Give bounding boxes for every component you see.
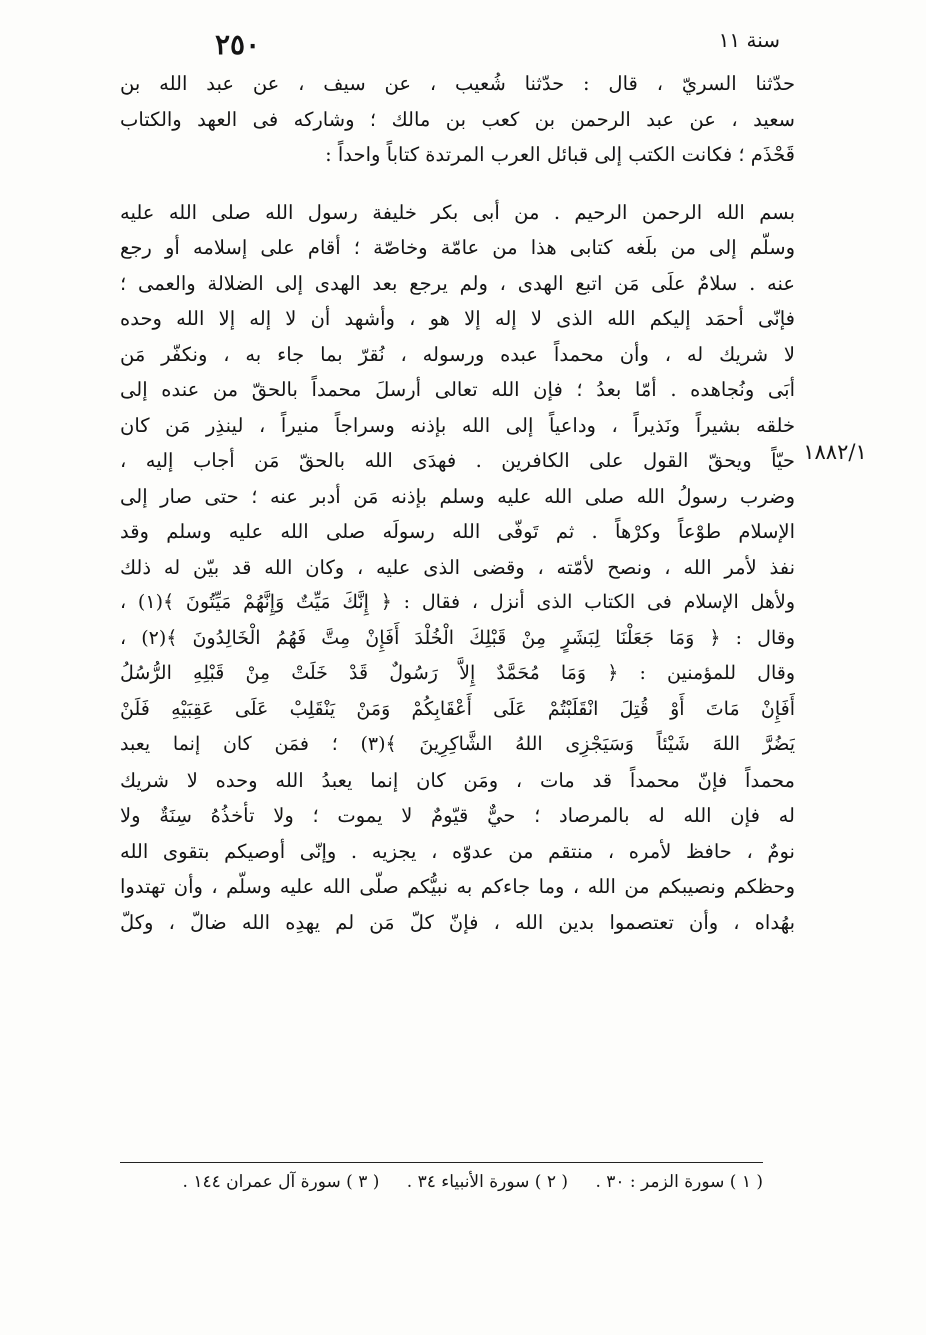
text-line: الإسلام طوْعاً وكرْهاً . ثم تَوفّى الله رسولَه صلى الله عليه وسلم وقد bbox=[120, 520, 795, 543]
margin-reference: ١٨٨٢/١ bbox=[803, 440, 867, 464]
footnote-3: ( ٣ ) سورة آل عمران ١٤٤ . bbox=[182, 1172, 380, 1192]
page-number: ٢٥٠ bbox=[215, 28, 261, 61]
text-line: قَحْذَم ؛ فكانت الكتب إلى قبائل العرب المرتدة كتاباً واحداً : bbox=[325, 143, 795, 166]
footnotes bbox=[120, 1168, 763, 1196]
text-line: نفذ لأمر الله ، ونصح لأمّته ، وقضى الذى عليه ، وكان الله قد بيّن له ذلك bbox=[120, 555, 795, 579]
paragraph-gap bbox=[120, 173, 795, 195]
text-line: بهُداه ، وأن تعتصموا بدين الله ، فإنّ كلّ مَن لم يهدِه الله ضالّ ، وكلّ bbox=[120, 910, 795, 934]
quran-line: ولأهل الإسلام فى الكتاب الذى أنزل ، فقال : ﴿ إِنَّكَ مَيِّتٌ وَإِنَّهُمْ مَيِّتُونَ ﴾(١) ، bbox=[120, 591, 795, 613]
text-line: محمداً فإنّ محمداً قد مات ، ومَن كان إنما يعبدُ الله وحده لا شريك bbox=[120, 768, 795, 792]
text-line: وحظكم ونصيبكم من الله ، وما جاءكم به نبيُّكم صلّى الله عليه وسلّم ، وأن تهتدوا bbox=[120, 875, 795, 898]
text-line: له فإن الله له بالمرصاد ؛ حيٌّ قيّومٌ لا يموت ؛ ولا تأخذُهُ سِنَةٌ ولا bbox=[120, 804, 795, 827]
footnote-divider bbox=[120, 1162, 763, 1163]
text-line: سعيد ، عن عبد الرحمن بن كعب بن مالك ؛ وشاركه فى العهد والكتاب bbox=[120, 107, 795, 131]
text-line: نومٌ ، حافظ لأمره ، منتقم من عدوّه ، يجزيه . وإنّى أوصيكم بتقوى الله bbox=[120, 839, 795, 863]
text-line: وضرب رسولُ الله صلى الله عليه وسلم بإذنه مَن أدبر عنه ؛ حتى صار إلى bbox=[120, 484, 795, 508]
main-text bbox=[120, 66, 795, 940]
text-line: لا شريك له ، وأن محمداً عبده ورسوله ، نُقرّ بما جاء به ، ونكفّر مَن bbox=[120, 342, 795, 366]
text-line: بسم الله الرحمن الرحيم . من أبى بكر خليفة رسول الله صلى الله عليه bbox=[120, 200, 795, 224]
footnote-1: ( ١ ) سورة الزمر : ٣٠ . bbox=[595, 1172, 763, 1192]
quran-line: أَفَإِنْ مَاتَ أَوْ قُتِلَ انْقَلَبْتُمْ عَلَى أَعْقَابِكُمْ وَمَنْ يَنْقَلِبْ عَلَى عَقِبَيْهِ فَلَنْ bbox=[120, 697, 795, 720]
quran-line: وقال للمؤمنين : ﴿ وَمَا مُحَمَّدٌ إِلاَّ رَسُولٌ قَدْ خَلَتْ مِنْ قَبْلِهِ الرُّسُلُ bbox=[120, 662, 795, 684]
text-line: وسلّم إلى من بلَغه كتابى هذا من عامّة وخاصّة ؛ أقام على إسلامه أو رجع bbox=[120, 236, 795, 259]
text-line: عنه . سلامٌ علَى مَن اتبع الهدى ، ولم يرجع بعد الهدى إلى الضلالة والعمى ؛ bbox=[120, 271, 795, 295]
footnote-2: ( ٢ ) سورة الأنبياء ٣٤ . bbox=[406, 1172, 569, 1192]
text-line: حيّاً ويحقّ القول على الكافرين . فهدَى الله بالحقّ مَن أجاب إليه ، bbox=[120, 449, 795, 472]
text-line: حدّثنا السريّ ، قال : حدّثنا شُعيب ، عن سيف ، عن عبد الله بن bbox=[120, 72, 795, 95]
quran-line: يَضُرَّ اللهَ شَيْئاً وَسَيَجْزِى اللهُ الشَّاكِرِينَ ﴾(٣) ؛ فمَن كان إنما يعبد bbox=[120, 733, 795, 755]
text-line: خلقه بشيراً ونَذيراً ، وداعياً إلى الله بإذنه وسراجاً منيراً ، لينذِر مَن كان bbox=[120, 413, 795, 437]
text-line: فإنّى أحمَد إليكم الله الذى لا إله إلا هو ، وأشهد أن لا إله إلا الله وحده bbox=[120, 307, 795, 330]
running-header-year: سنة ١١ bbox=[718, 28, 780, 52]
quran-line: وقال : ﴿ وَمَا جَعَلْنَا لِبَشَرٍ مِنْ قَبْلِكَ الْخُلْدَ أَفَإِنْ مِتَّ فَهُمُ الْخَالِدُونَ ﴾(٢) ، bbox=[120, 626, 795, 649]
text-line: أبَى ونُجاهده . أمّا بعدُ ؛ فإن الله تعالى أرسلَ محمداً بالحقّ من عنده إلى bbox=[120, 378, 795, 401]
